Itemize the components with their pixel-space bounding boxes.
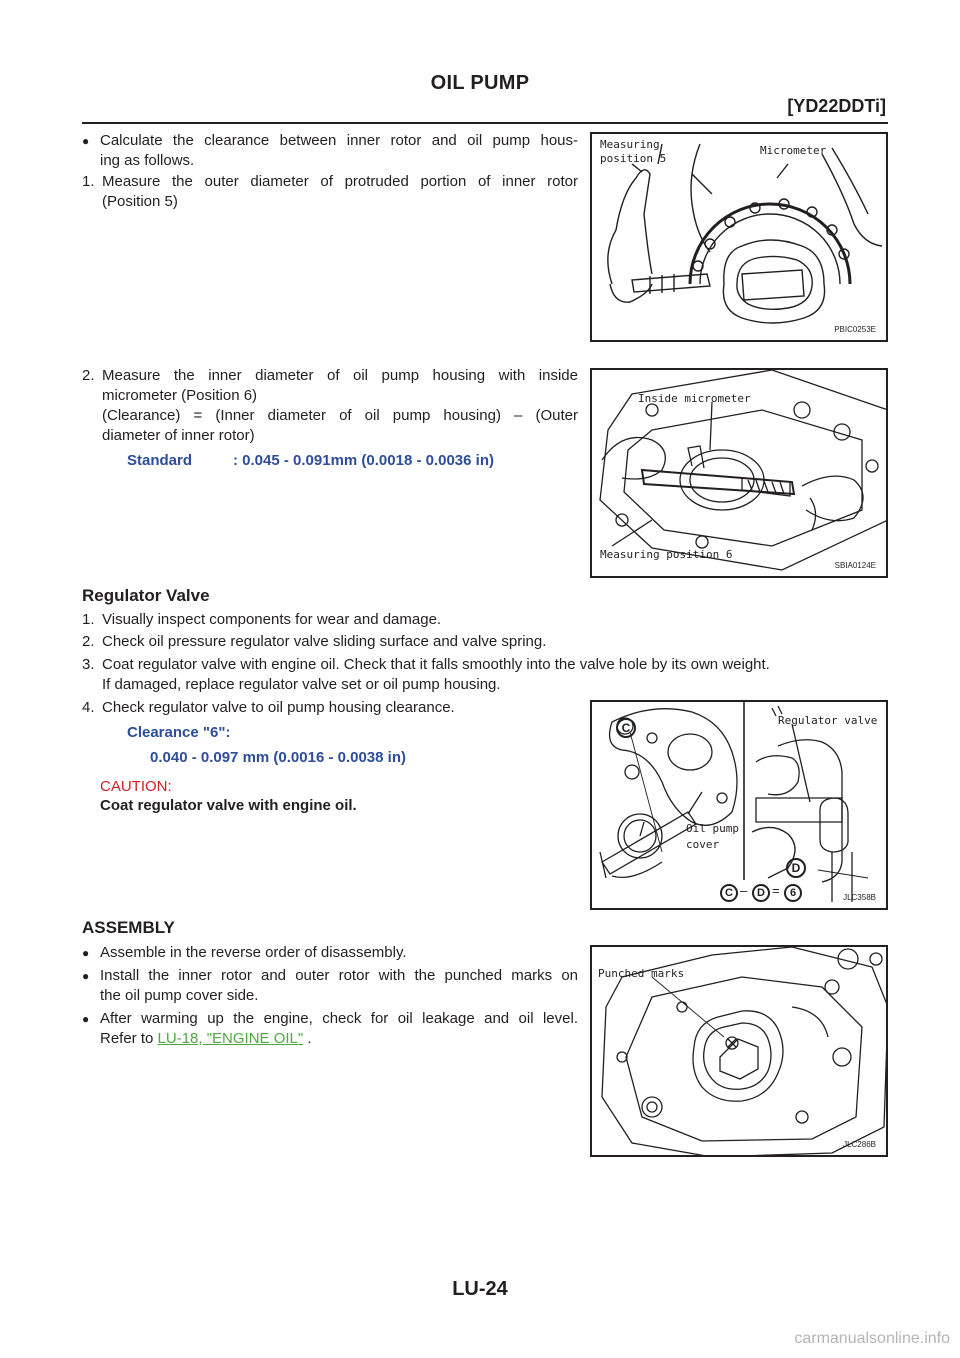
fig3-label-oil-pump: Oil pump — [686, 822, 739, 835]
bullet-line-1: Calculate the clearance between inner rotor and oil pump hous- — [100, 132, 578, 149]
header-rule — [82, 122, 888, 124]
figure-punched-marks — [590, 945, 888, 1157]
standard-value: : 0.045 - 0.091mm (0.0018 - 0.0036 in) — [233, 452, 494, 469]
watermark: carmanualsonline.info — [794, 1330, 950, 1347]
reg-step-4 — [82, 698, 582, 718]
bullet-item-clearance — [82, 131, 578, 171]
reg-step-3 — [82, 655, 882, 695]
formula-minus: – — [740, 883, 748, 898]
fig2-code: SBIA0124E — [834, 561, 876, 570]
model-code: [YD22DDTi] — [787, 96, 886, 116]
bullet-dot-icon: ● — [82, 134, 90, 148]
formula-d-icon: D — [752, 884, 770, 902]
reg-step-3-line-1: Coat regulator valve with engine oil. Check that it falls smoothly into the valve hole by its own weight. — [102, 656, 770, 673]
step-2-line-4: diameter of inner rotor) — [102, 427, 255, 444]
fig3-label-regulator-valve: Regulator valve — [778, 714, 878, 727]
fig1-code: PBIC0253E — [834, 325, 876, 334]
caution-text: Coat regulator valve with engine oil. — [100, 797, 357, 814]
caution-label: CAUTION: — [100, 778, 172, 795]
fig1-label-measuring: Measuring — [600, 138, 660, 151]
micrometer-illustration — [592, 134, 888, 342]
figure-regulator-valve-clearance — [590, 700, 888, 910]
assembly-bullet-2 — [82, 966, 578, 1006]
step-number: 3. — [82, 656, 95, 673]
reg-step-4-text: Check regulator valve to oil pump housing clearance. — [102, 699, 455, 716]
heading-assembly: ASSEMBLY — [82, 918, 175, 937]
fig4-code: JLC286B — [843, 1140, 876, 1149]
assembly-bullet-3 — [82, 1009, 578, 1049]
fig2-label-inside-micrometer: Inside micrometer — [638, 392, 751, 405]
assembly-bullet-2-line-1: Install the inner rotor and outer rotor with the punched marks on — [100, 967, 578, 984]
reg-step-1-text: Visually inspect components for wear and damage. — [102, 611, 442, 628]
step-1 — [82, 172, 578, 212]
fig1-label-micrometer: Micrometer — [760, 144, 827, 157]
step-number: 1. — [82, 173, 95, 190]
clearance-label: Clearance "6": — [127, 724, 231, 741]
assembly-bullet-3-line-1: After warming up the engine, check for oil leakage and oil level. — [100, 1010, 578, 1027]
figure-inside-micrometer-position-6 — [590, 368, 888, 578]
step-1-line-1: Measure the outer diameter of protruded portion of inner rotor — [102, 173, 578, 190]
assembly-bullet-3-line-2 — [100, 1029, 578, 1049]
reg-step-2 — [82, 632, 882, 652]
callout-d-icon: D — [786, 858, 806, 878]
formula-6-icon: 6 — [784, 884, 802, 902]
bullet-dot-icon: ● — [82, 1012, 90, 1026]
bullet-dot-icon: ● — [82, 946, 90, 960]
reg-step-3-line-2: If damaged, replace regulator valve set or oil pump housing. — [102, 676, 501, 693]
fig1-label-position: position 5 — [600, 152, 667, 165]
step-number: 4. — [82, 699, 95, 716]
refer-to-text: Refer to — [100, 1030, 154, 1047]
reg-step-2-text: Check oil pressure regulator valve sliding surface and valve spring. — [102, 633, 547, 650]
step-number: 2. — [82, 633, 95, 650]
callout-c-icon: C — [616, 718, 636, 738]
assembly-bullet-2-line-2: the oil pump cover side. — [100, 987, 259, 1004]
page-number: LU-24 — [452, 1278, 508, 1300]
step-2-line-3: (Clearance) = (Inner diameter of oil pump housing) – (Outer — [102, 407, 578, 424]
formula-c-icon: C — [720, 884, 738, 902]
bullet-line-2: ing as follows. — [100, 152, 195, 169]
clearance-value: 0.040 - 0.097 mm (0.0016 - 0.0038 in) — [150, 749, 406, 766]
step-2-line-2: micrometer (Position 6) — [102, 387, 258, 404]
step-number: 2. — [82, 367, 95, 384]
figure-micrometer-position-5 — [590, 132, 888, 342]
fig4-label-punched-marks: Punched marks — [598, 967, 685, 980]
regulator-valve-illustration — [592, 702, 888, 910]
step-2 — [82, 366, 578, 446]
fig3-code: JLC358B — [843, 893, 876, 902]
fig3-label-cover: cover — [686, 838, 720, 851]
page-title: OIL PUMP — [430, 72, 530, 94]
reg-step-1 — [82, 610, 882, 630]
step-1-line-2: (Position 5) — [102, 193, 178, 210]
step-2-line-1: Measure the inner diameter of oil pump housing with inside — [102, 367, 578, 384]
assembly-bullet-1-text: Assemble in the reverse order of disassembly. — [100, 944, 407, 961]
standard-label: Standard — [127, 452, 193, 469]
engine-oil-link[interactable]: LU-18, "ENGINE OIL" — [157, 1030, 304, 1047]
bullet-dot-icon: ● — [82, 969, 90, 983]
period: . — [307, 1030, 312, 1047]
heading-regulator-valve: Regulator Valve — [82, 586, 210, 605]
fig2-label-measuring-position: Measuring position 6 — [600, 548, 733, 561]
assembly-bullet-1 — [82, 943, 578, 963]
step-number: 1. — [82, 611, 95, 628]
formula-equals: = — [772, 883, 780, 898]
